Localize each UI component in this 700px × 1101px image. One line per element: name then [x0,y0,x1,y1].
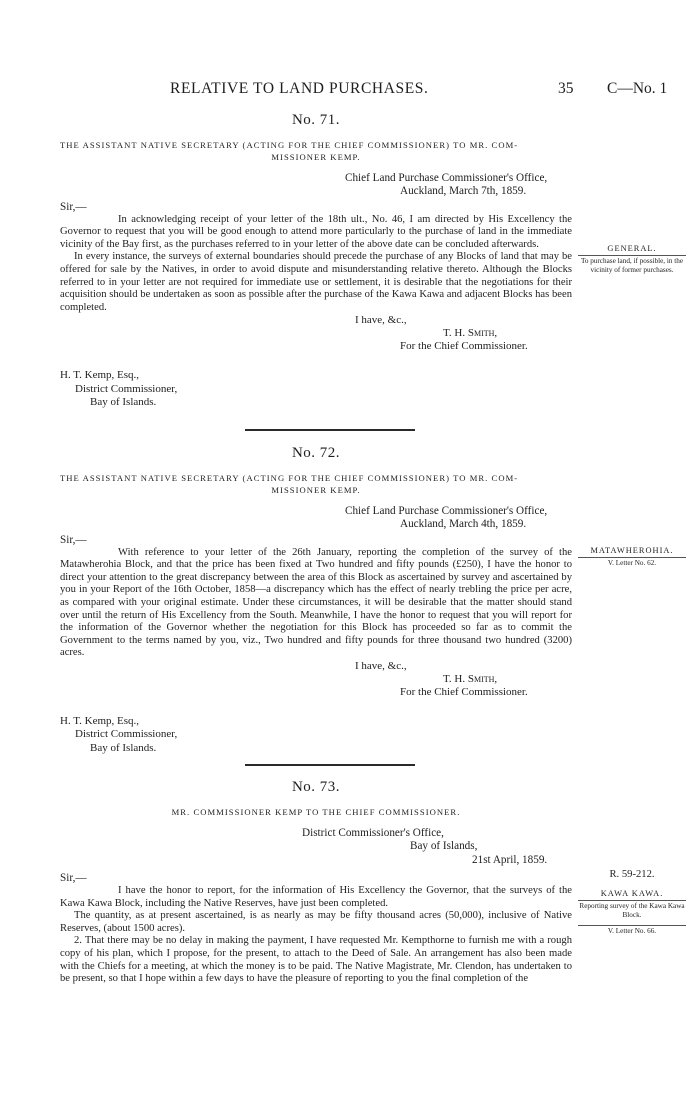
paragraph: I have the honor to report, for the information of His Excellency the Governor, that the surveys of the Kawa Kawa Block, including the Native Reserves, have just been completed. [60,885,572,909]
letter-number: No. 71. [291,112,341,128]
salutation: Sir,— [60,533,87,546]
addressee-name: H. T. Kemp, Esq., [60,714,140,727]
origin-date: Auckland, March 4th, 1859. [400,518,527,531]
signature-block [60,660,572,699]
section-rule [245,764,415,766]
paragraph: The quantity, as at present ascertained, is as nearly as may be fifty thousand acres (50,000), inclusive of Native Reserves, (about 1500 acres). [60,910,572,934]
addressee [60,715,572,755]
origin-date: 21st April, 1859. [472,853,548,866]
document-code: C—No. 1 [607,80,668,97]
margin-rule [578,557,686,558]
salutation: Sir,— [60,200,87,213]
letter-origin [60,172,572,199]
margin-reference: R. 59-212. [609,869,655,880]
margin-caption: KAWA KAWA. [600,889,664,898]
addressee [60,369,572,409]
signatory-role: For the Chief Commissioner. [400,685,528,698]
margin-note-text: V. Letter No. 66. [607,927,657,936]
closing: I have, &c., [355,659,407,672]
running-head [0,80,700,102]
letter-number: No. 73. [291,779,341,795]
margin-rule [578,255,686,256]
margin-note-text: To purchase land, if possible, in the vicinity of former purchases. [580,257,684,274]
paragraph: In acknowledging receipt of your letter of the 18th ult., No. 46, I am directed by His Excellency the Governor to request that you will be good enough to attend more particularly to the purchase of land in the immediate vicinity of the Bay first, as the purchases referred to in your letter of the above date can be concluded afterwards. [60,213,572,250]
letter-body [60,547,572,660]
margin-rule [578,925,686,926]
closing: I have, &c., [355,314,407,327]
paragraph: In every instance, the surveys of external boundaries should precede the purchase of any Blocks of land that may be offered for sale by the Natives, in order to avoid dispute and misunderstanding relative thereto. Although the Blocks referred to in your letter are not required for immediate use or settlement, it is desirable that the negotiations for their acquisition should be undertaken as soon as possible after the purchase of the Kawa Kawa and adjacent Blocks has been completed. [60,251,572,313]
letter-71 [60,112,572,409]
origin-place: Bay of Islands, [410,840,478,853]
letter-72 [60,445,572,755]
letter-73 [60,779,572,986]
addressee-place: Bay of Islands. [90,741,157,754]
page-number: 35 [558,80,574,97]
signatory: T. H. Smith, [443,327,498,340]
addressee-place: Bay of Islands. [90,396,157,408]
letter-heading: THE ASSISTANT NATIVE SECRETARY (ACTING FOR THE CHIEF COMMISSIONER) TO MR. COM- [60,140,519,150]
origin-office: District Commissioner's Office, [302,827,444,839]
section-rule [245,429,415,431]
salutation: Sir,— [60,872,87,885]
origin-date: Auckland, March 7th, 1859. [400,185,527,198]
paragraph: 2. That there may be no delay in making the payment, I have requested Mr. Kempthorne to furnish me with a rough copy of his plan, which I propose, for the present, to attach to the Deed of Sale. An arrangement has also been made with the Chiefs for a meeting, at which the money is to be paid. The Native Magistrate, Mr. Clendon, has undertaken to be present, so that I hope within a few days to have the pleasure of reporting to you the final completion of the [60,935,572,985]
addressee-name: H. T. Kemp, Esq., [60,369,140,382]
running-head-title: RELATIVE TO LAND PURCHASES. [170,80,429,97]
letter-origin [60,505,572,532]
letter-heading: THE ASSISTANT NATIVE SECRETARY (ACTING FOR THE CHIEF COMMISSIONER) TO MR. COM- [60,473,519,483]
margin-note-text: V. Letter No. 62. [607,559,657,567]
signatory: T. H. Smith, [443,672,498,685]
letter-number: No. 72. [291,445,341,461]
paragraph: With reference to your letter of the 26th January, reporting the completion of the survey of the Matawherohia Block, and that the price has been fixed at Two hundred and fifty pounds (£250), I have the honor to direct your attention to the great discrepancy between the area of this Block as ascertained by survey and ascertained by you in your Report of the 16th October, 1858—a discrepancy which has the effect of nearly trebling the price per acre, as compared with your original estimate. Under these circumstances, it will be desirable that the matter should stand over until the return of His Excellency from the South. Meanwhile, I have the honor to request that you will report for the information of the Governor whether the negotiation for this Block has proceeded so far as to commit the Government to the terms named by you, viz., Two hundred and fifty pounds for three thousand two hundred (3200) acres. [60,546,572,659]
letter-heading-cont: MISSIONER KEMP. [271,485,361,495]
margin-note-general [578,244,686,274]
letter-body [60,214,572,314]
letter-body [60,885,572,985]
letter-origin [60,827,572,867]
addressee-title: District Commissioner, [75,728,178,741]
margin-rule [578,900,686,901]
origin-office: Chief Land Purchase Commissioner's Office, [345,505,548,517]
signature-block [60,314,572,353]
signatory-role: For the Chief Commissioner. [400,340,528,353]
margin-note-kawakawa [578,869,686,936]
origin-office: Chief Land Purchase Commissioner's Office, [345,172,548,184]
margin-note-text: Reporting survey of the Kawa Kawa Block. [579,902,685,919]
letter-heading: MR. COMMISSIONER KEMP TO THE CHIEF COMMISSIONER. [171,807,461,817]
margin-note-matawherohia [578,546,686,568]
letter-heading-cont: MISSIONER KEMP. [271,152,361,162]
addressee-title: District Commissioner, [75,382,178,395]
margin-caption: MATAWHEROHIA. [590,546,674,555]
margin-caption: GENERAL. [607,244,657,253]
